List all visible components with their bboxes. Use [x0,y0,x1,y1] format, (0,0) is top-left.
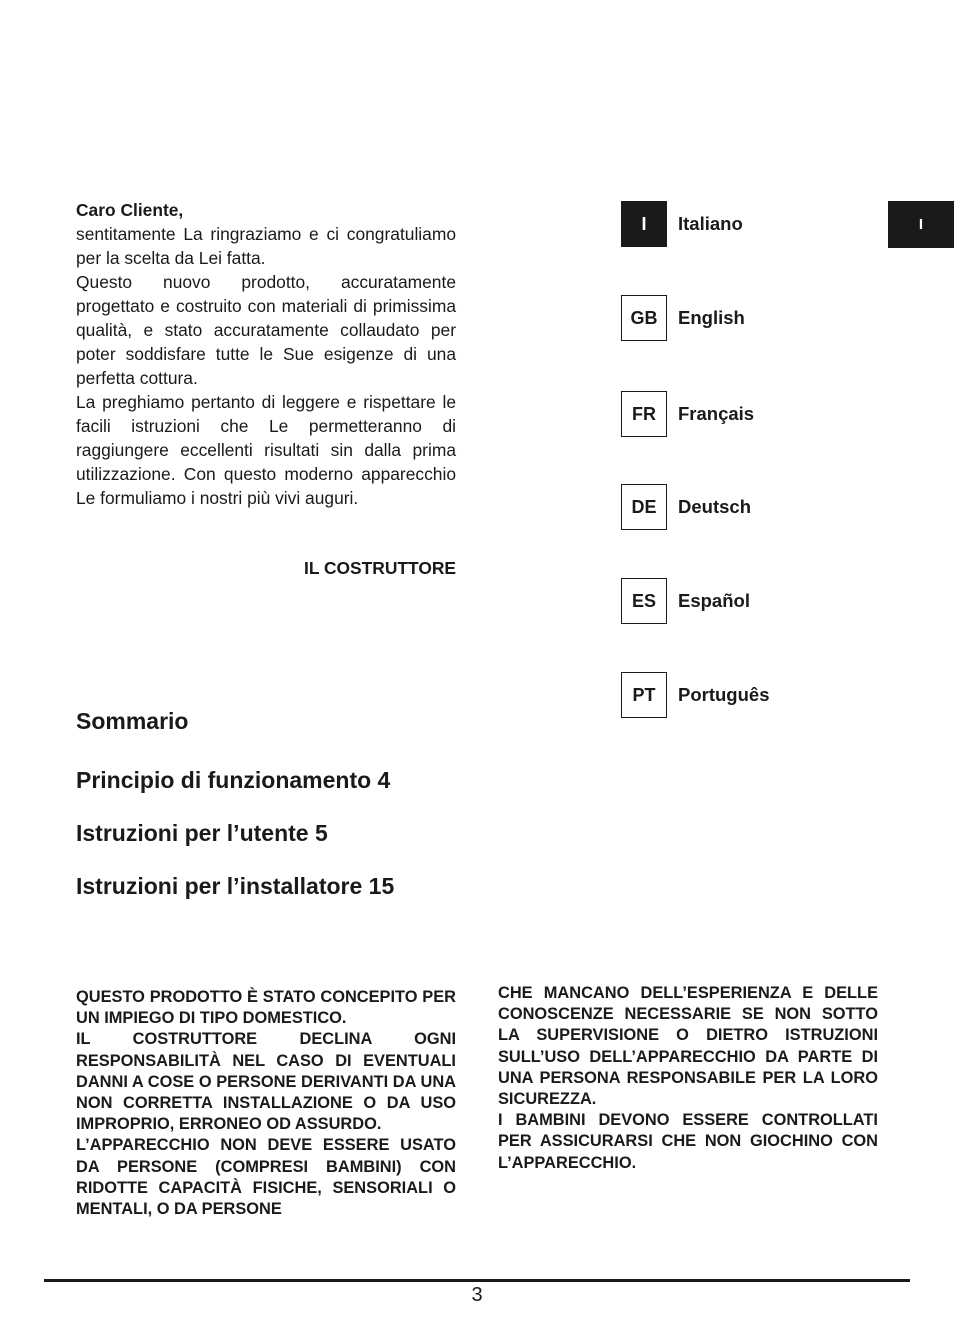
language-code-badge: DE [621,484,667,530]
warning-paragraph: L’APPARECCHIO NON DEVE ESSERE USATO DA PERSONE (COMPRESI BAMBINI) CON RIDOTTE CAPACITÀ FISICHE, SENSORIALI O MENTALI, O DA PERSONE [76,1136,456,1219]
language-code-badge: FR [621,391,667,437]
warning-paragraph: CHE MANCANO DELL’ESPERIENZA E DELLE CONOSCENZE NECESSARIE SE NON SOTTO LA SUPERVISIONE O DIETRO ISTRUZIONI SULL’USO DELL’APPARECCHIO DA PARTE DI UNA PERSONA RESPONSABILE PER LA LORO SICUREZZA. [498,984,878,1109]
language-name: English [678,307,745,328]
contents-title: Sommario [76,708,189,734]
language-code-badge: I [621,201,667,247]
greeting-signature: IL COSTRUTTORE [303,558,456,578]
warning-paragraph: IL COSTRUTTORE DECLINA OGNI RESPONSABILITÀ NEL CASO DI EVENTUALI DANNI A COSE O PERSONE DERIVANTI DA UNA NON CORRETTA INSTALLAZIONE O DA USO IMPROPRIO, ERRONEO OD ASSURDO. [76,1030,456,1134]
greeting-salutation: Caro Cliente, [76,200,184,220]
language-code-badge: GB [621,295,667,341]
language-item-espanol[interactable] [621,578,841,626]
page-number: 3 [471,1284,483,1306]
greeting-paragraph: sentitamente La ringraziamo e ci congratuliamo per la scelta da Lei fatta. [76,224,456,268]
language-item-portugues[interactable] [621,672,841,720]
language-item-italiano[interactable] [621,201,841,249]
language-item-deutsch[interactable] [621,484,841,532]
warning-paragraph: QUESTO PRODOTTO È STATO CONCEPITO PER UN IMPIEGO DI TIPO DOMESTICO. [76,988,456,1028]
contents-entry[interactable]: Principio di funzionamento 4 [76,767,391,793]
greeting-paragraph: Questo nuovo prodotto, accuratamente progettato e costruito con materiali di primissima qualità, e stato accuratamente collaudato per poter soddisfare tutte le Sue esigenze di una perfetta cottura. [76,272,456,388]
safety-warning-right [498,983,878,1174]
language-item-francais[interactable] [621,391,841,439]
language-item-english[interactable] [621,295,841,343]
language-code-badge: PT [621,672,667,718]
language-name: Italiano [678,213,743,234]
warning-paragraph: I BAMBINI DEVONO ESSERE CONTROLLATI PER ASSICURARSI CHE NON GIOCHINO CON L’APPARECCHIO. [498,1111,878,1172]
greeting-letter [76,198,456,510]
language-name: Português [678,684,770,705]
contents-entry[interactable]: Istruzioni per l’utente 5 [76,820,328,846]
footer-divider [44,1279,910,1282]
safety-warning-left [76,987,456,1220]
language-name: Deutsch [678,496,751,517]
section-edge-tab: I [888,201,954,248]
contents-entry[interactable]: Istruzioni per l’installatore 15 [76,873,395,899]
language-code-badge: ES [621,578,667,624]
language-name: Español [678,590,750,611]
greeting-paragraph: La preghiamo pertanto di leggere e rispettare le facili istruzioni che Le permetteranno di raggiungere eccellenti risultati sin dalla prima utilizzazione. Con questo moderno apparecchio Le formuliamo i nostri più vivi auguri. [76,392,456,508]
language-name: Français [678,403,755,424]
